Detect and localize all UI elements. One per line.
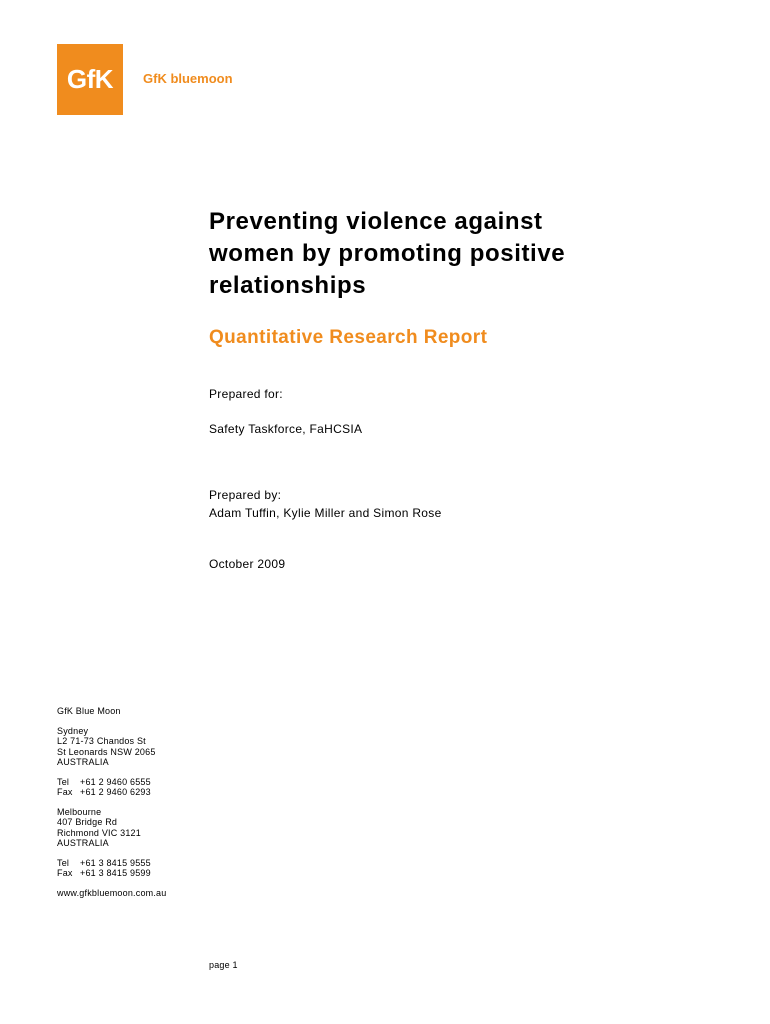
report-title — [209, 206, 639, 302]
gfk-logo — [57, 44, 123, 115]
melbourne-city: Melbourne — [57, 806, 102, 817]
page-number: page 1 — [209, 960, 238, 970]
prepared-by-value: Adam Tuffin, Kylie Miller and Simon Rose — [209, 506, 442, 520]
melbourne-fax-number: +61 3 8415 9599 — [80, 868, 151, 878]
prepared-by-label: Prepared by: — [209, 488, 282, 502]
melbourne-address — [57, 807, 166, 849]
melbourne-fax-label: Fax — [57, 868, 73, 878]
prepared-for-label: Prepared for: — [209, 387, 283, 401]
company-website: www.gfkbluemoon.com.au — [57, 887, 167, 898]
sydney-line-2: St Leonards NSW 2065 — [57, 746, 156, 757]
sydney-tel-label: Tel — [57, 776, 70, 787]
sydney-line-1: L2 71-73 Chandos St — [57, 736, 146, 746]
report-date: October 2009 — [209, 557, 286, 571]
brand-name: GfK bluemoon — [143, 71, 233, 86]
prepared-for-value: Safety Taskforce, FaHCSIA — [209, 422, 363, 436]
sydney-fax — [57, 787, 166, 798]
melbourne-tel-number: +61 3 8415 9555 — [80, 857, 151, 868]
melbourne-line-1: 407 Bridge Rd — [57, 817, 118, 827]
sydney-fax-label: Fax — [57, 787, 73, 797]
title-line-1: Preventing violence against — [209, 208, 543, 235]
sydney-tel-number: +61 2 9460 6555 — [80, 776, 151, 787]
sydney-address — [57, 726, 166, 768]
melbourne-fax — [57, 868, 166, 879]
company-address-block — [57, 706, 166, 898]
company-name: GfK Blue Moon — [57, 706, 121, 716]
sydney-city: Sydney — [57, 725, 89, 736]
melbourne-tel — [57, 858, 166, 869]
logo-text: GfK — [66, 64, 114, 94]
sydney-tel — [57, 777, 166, 788]
report-subtitle: Quantitative Research Report — [209, 327, 488, 348]
sydney-fax-number: +61 2 9460 6293 — [80, 787, 151, 797]
melbourne-line-3: AUSTRALIA — [57, 838, 109, 848]
melbourne-contact — [57, 858, 166, 879]
title-line-2: women by promoting positive — [209, 240, 566, 267]
melbourne-line-2: Richmond VIC 3121 — [57, 827, 141, 838]
title-line-3: relationships — [209, 272, 367, 299]
sydney-line-3: AUSTRALIA — [57, 757, 109, 767]
melbourne-tel-label: Tel — [57, 857, 70, 868]
sydney-contact — [57, 777, 166, 798]
